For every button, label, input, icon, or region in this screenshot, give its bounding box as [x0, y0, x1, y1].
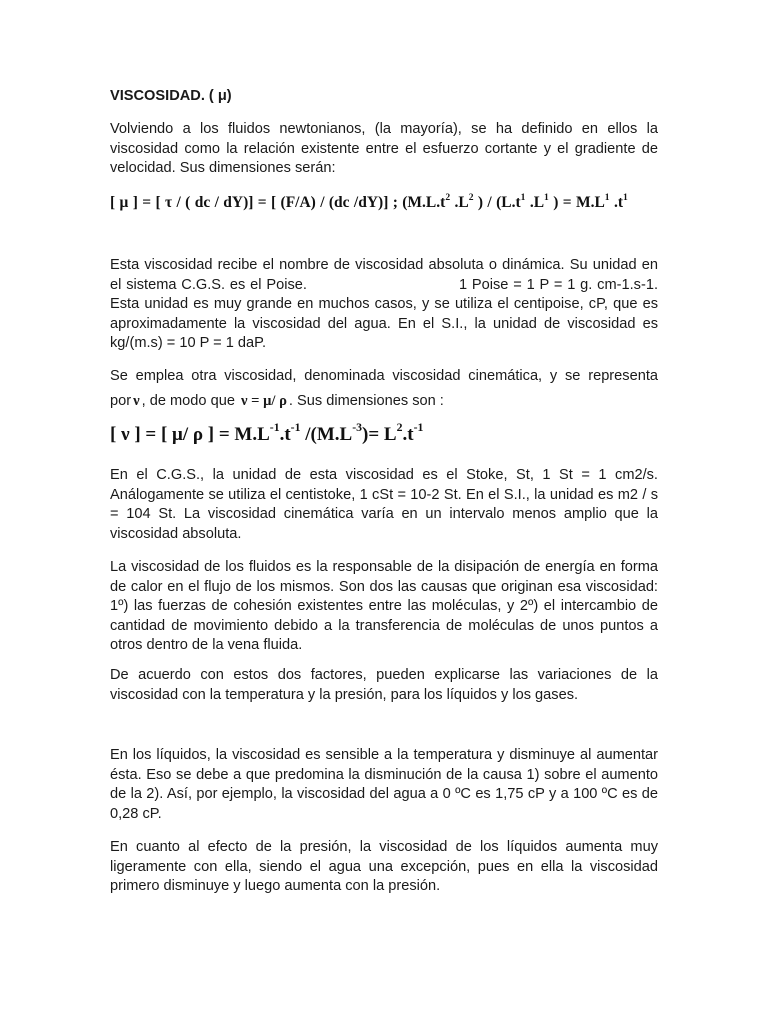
paragraph-text: . Sus dimensiones son : [288, 393, 444, 409]
paragraph-liquids-temperature: En los líquidos, la viscosidad es sensible a la temperatura y disminuye al aumentar ésta. Eso se debe a que predomina la disminución de la causa 1) sobre el aumento de la 2). Así, por ejemplo, la viscosidad del agua a 0 ºC es 1,75 cP y a 100 ºC es de 0,28 cP. [110, 747, 658, 822]
formula-text: ) = M.L [548, 194, 605, 211]
paragraph-text: 1 Poise = 1 P = 1 g. cm-1.s-1. Esta unidad es muy grande en muchos casos, y se utiliza el centipoise, cP, que es aproximadamente la viscosidad del agua. En el S.I., la unidad de viscosidad es kg/(m.s) = 10 P = 1 daP. [110, 276, 658, 351]
formula-exponent: -3 [352, 421, 363, 435]
formula-text: .t [279, 424, 291, 445]
formula-text: .L [450, 194, 469, 211]
formula-text: [ μ ] = [ τ / ( dc / dY)] = [ (F/A) / (dc /dY)] ; (M.L.t [110, 194, 446, 211]
formula-exponent: -1 [413, 421, 424, 435]
formula-text: .t [402, 424, 414, 445]
paragraph-liquids-pressure: En cuanto al efecto de la presión, la viscosidad de los líquidos aumenta muy ligeramente con ella, siendo el agua una excepción, pues en ella la viscosidad primero disminuye y luego aumenta con la presión. [110, 839, 658, 894]
formula-text: .L [525, 194, 545, 211]
nu-symbol: ν [133, 393, 140, 409]
formula-dimensions-absolute [110, 191, 628, 212]
formula-exponent: 2 [468, 191, 474, 203]
paragraph-kinematic-viscosity [110, 364, 658, 414]
formula-text: .t [609, 194, 624, 211]
paragraph-text: Esta viscosidad recibe el nombre de viscosidad absoluta o dinámica. Su unidad en el sistema C.G.S. es el Poise. [110, 257, 658, 293]
formula-text: ) / (L.t [473, 194, 521, 211]
formula-exponent: -1 [290, 421, 301, 435]
paragraph-text: Se emplea otra viscosidad, denominada viscosidad cinemática, y se representa por [110, 368, 658, 409]
section-title: VISCOSIDAD. ( μ) [110, 88, 232, 104]
formula-text: )= L [362, 424, 397, 445]
paragraph-stoke-unit: En el C.G.S., la unidad de esta viscosidad es el Stoke, St, 1 St = 1 cm2/s. Análogamente se utiliza el centistoke, 1 cSt = 10-2 St. En el S.I., la unidad es m2 / s = 104 St. La viscosidad cinemática varía en un intervalo menos amplio que la viscosidad absoluta. [110, 467, 658, 542]
formula-exponent: 1 [604, 191, 610, 203]
paragraph-absolute-viscosity [110, 256, 658, 354]
paragraph-text: , de modo que [141, 393, 235, 409]
paragraph-factors: De acuerdo con estos dos factores, pueden explicarse las variaciones de la viscosidad con la temperatura y la presión, para los líquidos y los gases. [110, 667, 658, 703]
formula-exponent: 2 [396, 421, 403, 435]
formula-text: /(M.L [300, 424, 353, 445]
formula-exponent: 1 [520, 191, 526, 203]
paragraph-dissipation: La viscosidad de los fluidos es la responsable de la disipación de energía en forma de calor en el flujo de los mismos. Son dos las causas que originan esa viscosidad: 1º) las fuerzas de cohesión existentes entre las moléculas, y 2º) el intercambio de cantidad de movimiento debido a la transferencia de moléculas de unos puntos a otros dentro de la vena fluida. [110, 559, 658, 653]
formula-exponent: 2 [445, 191, 451, 203]
formula-exponent: -1 [269, 421, 280, 435]
paragraph-intro: Volviendo a los fluidos newtonianos, (la mayoría), se ha definido en ellos la viscosidad como la relación existente entre el esfuerzo cortante y el gradiente de velocidad. Sus dimensiones serán: [110, 121, 658, 176]
formula-dimensions-kinematic [110, 421, 424, 446]
formula-exponent: 1 [623, 191, 628, 203]
formula-exponent: 1 [544, 191, 549, 203]
kinematic-expression: ν = μ/ ρ [241, 393, 287, 409]
formula-text: [ ν ] = [ μ/ ρ ] = M.L [110, 424, 270, 445]
